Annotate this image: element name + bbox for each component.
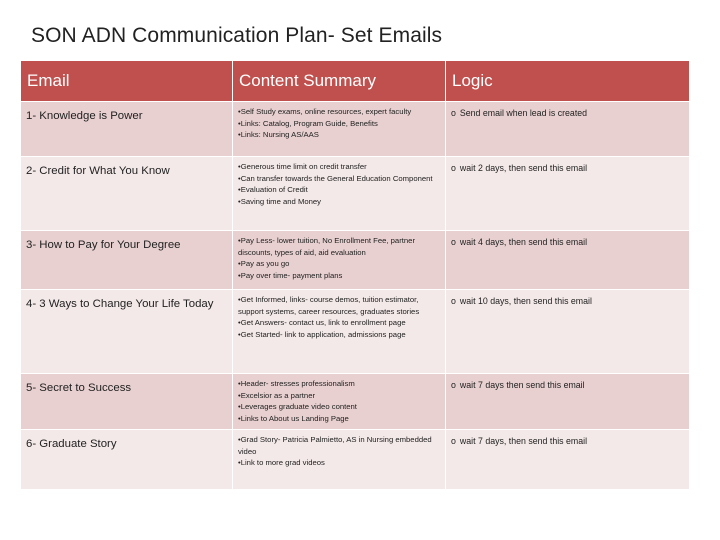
logic-cell xyxy=(446,231,690,290)
logic-text: wait 10 days, then send this email xyxy=(459,296,592,306)
logic-cell xyxy=(446,157,690,231)
content-summary-line: •Get Answers- contact us, link to enrollment page xyxy=(238,318,406,328)
content-summary-cell xyxy=(233,157,446,231)
content-summary-cell xyxy=(233,374,446,430)
email-name-cell: 2- Credit for What You Know xyxy=(21,157,233,231)
logic-cell xyxy=(446,374,690,430)
table-row xyxy=(21,231,690,290)
content-summary-line: •Get Started- link to application, admissions page xyxy=(238,329,406,339)
content-summary-line: •Links: Nursing AS/AAS xyxy=(238,130,319,140)
content-summary-line: •Links to About us Landing Page xyxy=(238,413,349,423)
content-summary-line: •Links: Catalog, Program Guide, Benefits xyxy=(238,118,378,128)
table-row xyxy=(21,430,690,490)
content-summary-cell xyxy=(233,430,446,490)
content-summary-line: •Get Informed, links- course demos, tuition estimator, support systems, career resources, graduates stories xyxy=(238,295,420,316)
table-row xyxy=(21,374,690,430)
content-summary-line: •Evaluation of Credit xyxy=(238,185,308,195)
table-row xyxy=(21,102,690,157)
table-row xyxy=(21,157,690,231)
content-summary-line: •Self Study exams, online resources, expert faculty xyxy=(238,107,412,116)
content-summary-line: •Pay over time- payment plans xyxy=(238,270,343,280)
content-summary-line: •Pay Less- lower tuition, No Enrollment Fee, partner discounts, types of aid, aid evaluation xyxy=(238,236,416,257)
content-summary-line: •Pay as you go xyxy=(238,259,290,269)
logic-bullet-marker: o xyxy=(451,108,456,118)
logic-text: wait 4 days, then send this email xyxy=(459,237,588,247)
email-name-cell: 6- Graduate Story xyxy=(21,430,233,490)
header-content-summary: Content Summary xyxy=(233,61,446,102)
content-summary-line: •Header- stresses professionalism xyxy=(238,379,355,388)
content-summary-line: •Saving time and Money xyxy=(238,196,322,206)
header-email: Email xyxy=(21,61,233,102)
content-summary-line: •Generous time limit on credit transfer xyxy=(238,162,367,171)
logic-text: wait 7 days then send this email xyxy=(459,380,585,390)
logic-cell xyxy=(446,290,690,374)
email-name-cell: 3- How to Pay for Your Degree xyxy=(21,231,233,290)
page-title: SON ADN Communication Plan- Set Emails xyxy=(31,24,443,47)
logic-text: wait 7 days, then send this email xyxy=(459,436,588,446)
logic-bullet-marker: o xyxy=(451,163,456,173)
email-name-cell: 5- Secret to Success xyxy=(21,374,233,430)
content-summary-line: •Leverages graduate video content xyxy=(238,402,357,412)
content-summary-line: •Link to more grad videos xyxy=(238,458,325,468)
logic-bullet-marker: o xyxy=(451,380,456,390)
content-summary-line: •Can transfer towards the General Education Component xyxy=(238,173,433,183)
email-name-cell: 1- Knowledge is Power xyxy=(21,102,233,157)
logic-cell xyxy=(446,430,690,490)
content-summary-line: •Excelsior as a partner xyxy=(238,390,316,400)
table-header-row xyxy=(21,61,690,102)
logic-text: Send email when lead is created xyxy=(459,108,588,118)
content-summary-line: •Grad Story- Patricia Palmietto, AS in Nursing embedded video xyxy=(238,435,432,456)
email-name-cell: 4- 3 Ways to Change Your Life Today xyxy=(21,290,233,374)
content-summary-cell xyxy=(233,102,446,157)
logic-cell xyxy=(446,102,690,157)
communication-plan-table xyxy=(20,60,690,490)
table-row xyxy=(21,290,690,374)
logic-bullet-marker: o xyxy=(451,436,456,446)
logic-bullet-marker: o xyxy=(451,296,456,306)
logic-bullet-marker: o xyxy=(451,237,456,247)
logic-text: wait 2 days, then send this email xyxy=(459,163,588,173)
header-logic: Logic xyxy=(446,61,690,102)
content-summary-cell xyxy=(233,290,446,374)
content-summary-cell xyxy=(233,231,446,290)
